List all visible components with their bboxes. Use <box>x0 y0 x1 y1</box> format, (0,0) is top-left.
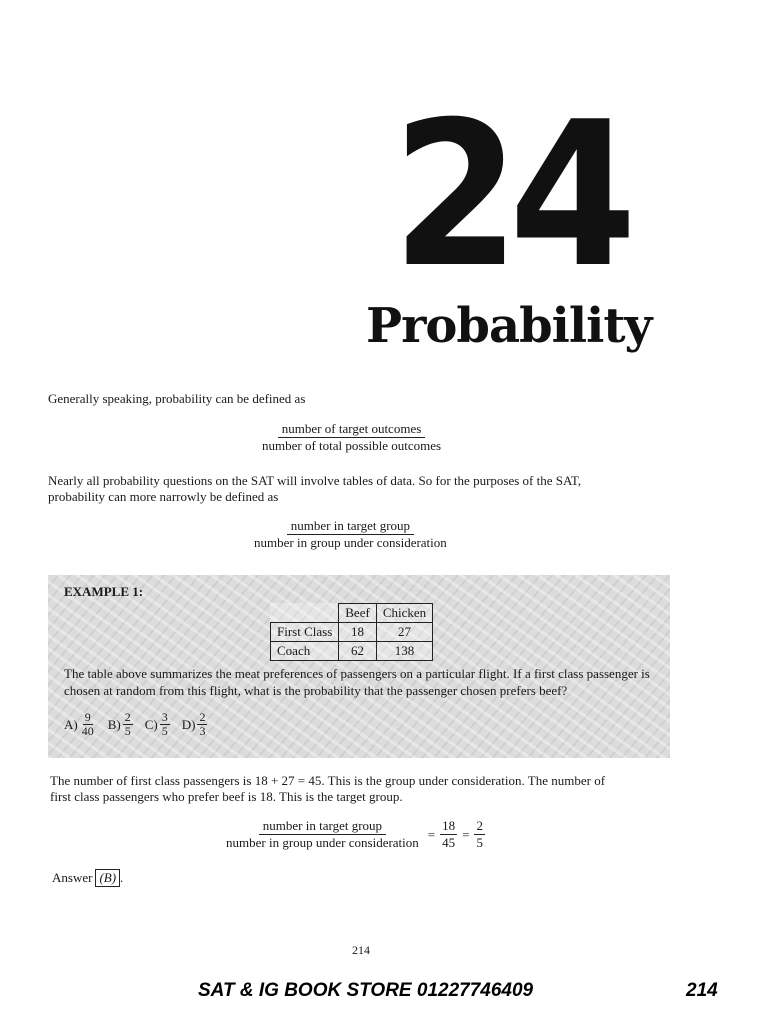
fraction-numerator: number in target group <box>259 818 386 835</box>
chapter-number: 24 <box>392 79 626 312</box>
example-title: EXAMPLE 1: <box>64 584 144 599</box>
fraction-numerator: 2 <box>476 818 483 833</box>
choice-denominator: 40 <box>81 724 94 738</box>
fraction-denominator: number in group under consideration <box>226 835 419 850</box>
fraction-denominator: 5 <box>476 835 483 850</box>
choice-label: D) <box>181 716 196 732</box>
choice-label: A) <box>64 716 78 732</box>
choice-c <box>145 711 170 738</box>
equals-sign: = <box>462 826 470 842</box>
footer-page-number: 214 <box>686 980 718 1001</box>
fraction-denominator: number in group under consideration <box>254 535 447 550</box>
definition-fraction-1 <box>258 421 445 454</box>
fraction-denominator: 45 <box>442 835 456 850</box>
definition-fraction-2 <box>250 518 451 551</box>
choice-numerator: 2 <box>199 710 206 724</box>
table-header-row <box>271 604 433 623</box>
table-cell: 27 <box>376 623 432 642</box>
choice-fraction <box>160 711 170 738</box>
fraction-numerator: 18 <box>442 818 456 833</box>
preferences-table <box>270 603 433 661</box>
example-question: The table above summarizes the meat preferences of passengers on a particular flight. If a first class passenger is chosen at random from this flight, what is the probability that the passenger chosen prefers beef? <box>64 666 650 698</box>
answer-box: (B) <box>95 869 120 887</box>
answer-label: Answer <box>52 870 93 885</box>
table-row-header: Coach <box>271 642 339 661</box>
choice-numerator: 2 <box>124 710 131 724</box>
solution-paragraph <box>50 773 605 805</box>
choice-denominator: 5 <box>124 724 131 738</box>
choice-d <box>182 711 208 738</box>
result-fraction <box>222 818 423 851</box>
answer-line <box>52 869 123 887</box>
table-cell: 62 <box>339 642 377 661</box>
choice-fraction <box>80 711 96 738</box>
fraction-numerator: number of target outcomes <box>278 421 425 438</box>
value-fraction <box>440 818 457 851</box>
chapter-title: Probability <box>366 298 652 354</box>
sat-paragraph <box>48 473 581 505</box>
table-row <box>271 642 433 661</box>
example-box <box>48 575 670 758</box>
answer-choices <box>64 711 219 738</box>
intro-text: Generally speaking, probability can be defined as <box>48 391 306 406</box>
table-row-header: First Class <box>271 623 339 642</box>
value-fraction <box>474 818 485 851</box>
choice-fraction <box>197 711 207 738</box>
page-number: 214 <box>352 943 370 957</box>
choice-label: B) <box>107 716 121 732</box>
paragraph-line: probability can more narrowly be defined as <box>48 489 279 504</box>
fraction-denominator: number of total possible outcomes <box>262 438 442 453</box>
choice-denominator: 3 <box>199 724 206 738</box>
choice-b <box>108 711 133 738</box>
footer-store-text: SAT & IG BOOK STORE 01227746409 <box>198 980 534 1001</box>
table-corner-cell <box>271 604 339 623</box>
table-row <box>271 623 433 642</box>
choice-fraction <box>123 711 133 738</box>
answer-trail: . <box>120 870 124 885</box>
fraction-numerator: number in target group <box>287 518 414 535</box>
paragraph-line: Nearly all probability questions on the SAT will involve tables of data. So for the purposes of the SAT, <box>48 473 582 488</box>
table-cell: 138 <box>376 642 432 661</box>
choice-numerator: 3 <box>161 710 168 724</box>
paragraph-line: first class passengers who prefer beef is 18. This is the target group. <box>50 789 403 804</box>
result-equation <box>222 818 485 851</box>
table-header-cell: Chicken <box>376 604 432 623</box>
choice-denominator: 5 <box>161 724 168 738</box>
choice-numerator: 9 <box>84 710 91 724</box>
equals-sign: = <box>427 826 436 842</box>
choice-label: C) <box>144 716 158 732</box>
paragraph-line: The number of first class passengers is 18 + 27 = 45. This is the group under consideration. The number of <box>50 773 606 788</box>
table-header-cell: Beef <box>339 604 377 623</box>
table-cell: 18 <box>339 623 377 642</box>
choice-a <box>64 711 96 738</box>
